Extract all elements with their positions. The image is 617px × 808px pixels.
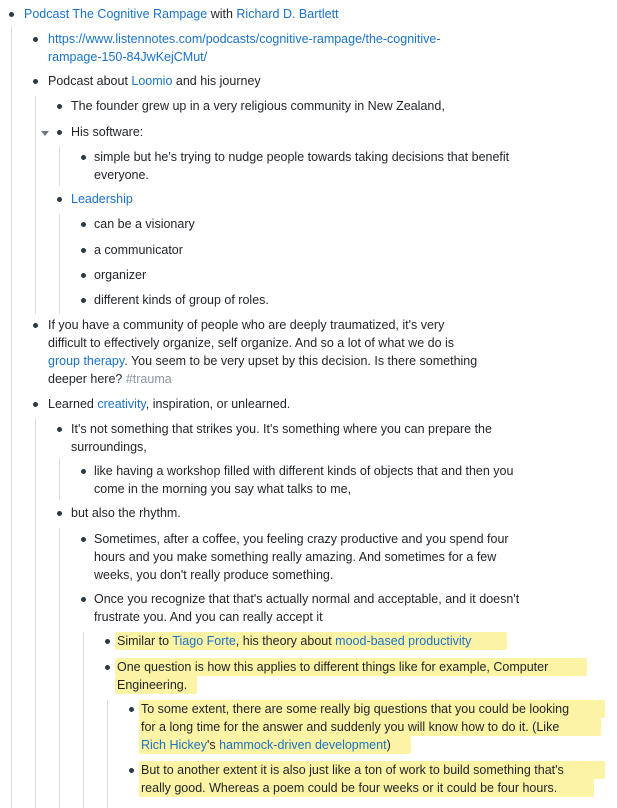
block-founder[interactable]: The founder grew up in a very religious community in New Zealand, <box>71 99 445 113</box>
bullet[interactable] <box>81 248 86 253</box>
guide-line-level-2-learned <box>35 418 36 808</box>
guide-line-level-3-leadership <box>59 214 60 314</box>
block-community-line3[interactable]: group therapy. You seem to be very upset by this decision. Is there something <box>48 354 478 368</box>
guide-line-level-3-software <box>59 146 60 186</box>
block-extent2-line2[interactable]: really good. Whereas a poem could be four weeks or it could be four hours. <box>141 781 558 795</box>
bullet[interactable] <box>57 197 62 202</box>
guide-line-level-5-question <box>107 700 108 808</box>
block-workshop-line1[interactable]: like having a workshop filled with different kinds of objects that and then you <box>94 464 514 478</box>
external-url-line2[interactable]: rampage-150-84JwKejCMut/ <box>48 50 208 64</box>
bullet[interactable] <box>57 130 62 135</box>
block-extent2-line1[interactable]: But to another extent it is also just like a ton of work to build something that's <box>141 763 564 777</box>
bullet[interactable] <box>33 323 38 328</box>
guide-line-level-4-recognize <box>83 632 84 808</box>
block-recognize-line2[interactable]: frustrate you. And you can really accept it <box>94 610 323 624</box>
leadership-item[interactable]: organizer <box>94 268 147 282</box>
block-recognize-line1[interactable]: Once you recognize that that's actually normal and acceptable, and it doesn't <box>94 592 520 606</box>
block-sometimes-line3[interactable]: weeks, you don't really produce something. <box>94 568 334 582</box>
block-question-line1[interactable]: One question is how this applies to different things like for example, Computer <box>117 660 549 674</box>
block-simple-line1[interactable]: simple but he's trying to nudge people towards taking decisions that benefit <box>94 150 510 164</box>
bullet[interactable] <box>105 639 110 644</box>
guide-line-level-2-about <box>35 96 36 314</box>
leadership-item[interactable]: can be a visionary <box>94 217 195 231</box>
bullet[interactable] <box>33 79 38 84</box>
page-link-tiago-forte[interactable]: Tiago Forte <box>172 634 236 648</box>
page-link-mood-based-productivity[interactable]: mood-based productivity <box>335 634 472 648</box>
block-learned[interactable]: Learned creativity, inspiration, or unlearned. <box>48 397 291 411</box>
bullet[interactable] <box>33 402 38 407</box>
leadership-item[interactable]: different kinds of group of roles. <box>94 293 269 307</box>
guide-line-level-1 <box>11 26 12 808</box>
block-about[interactable]: Podcast about Loomio and his journey <box>48 74 261 88</box>
block-strikes-line2[interactable]: surroundings, <box>71 440 147 454</box>
block-workshop-line2[interactable]: come in the morning you say what talks to me, <box>94 482 352 496</box>
collapse-arrow-icon[interactable] <box>41 131 49 136</box>
external-url-line1[interactable]: https://www.listennotes.com/podcasts/cognitive-rampage/the-cognitive- <box>48 32 441 46</box>
bullet[interactable] <box>57 511 62 516</box>
block-extent1-line1[interactable]: To some extent, there are some really big questions that you could be looking <box>141 702 570 716</box>
bullet[interactable] <box>81 155 86 160</box>
bullet[interactable] <box>81 469 86 474</box>
block-question-line2[interactable]: Engineering. <box>117 678 188 692</box>
block-community-line1[interactable]: If you have a community of people who are deeply traumatized, it's very <box>48 318 445 332</box>
block-simple-line2[interactable]: everyone. <box>94 168 149 182</box>
block-software[interactable]: His software: <box>71 125 144 139</box>
leadership-item[interactable]: a communicator <box>94 243 183 257</box>
block-similar[interactable]: Similar to Tiago Forte, his theory about mood-based productivity <box>117 634 472 648</box>
bullet[interactable] <box>81 298 86 303</box>
block-community-line4[interactable]: deeper here? #trauma <box>48 372 172 386</box>
block-extent1-line2[interactable]: for a long time for the answer and suddenly you will know how to do it. (Like <box>141 720 560 734</box>
block-strikes-line1[interactable]: It's not something that strikes you. It's something where you can prepare the <box>71 422 492 436</box>
block-rhythm[interactable]: but also the rhythm. <box>71 506 181 520</box>
bullet[interactable] <box>81 222 86 227</box>
page-link-loomio[interactable]: Loomio <box>131 74 173 88</box>
block-extent1-line3[interactable]: Rich Hickey's hammock-driven development) <box>141 738 391 752</box>
bullet[interactable] <box>57 104 62 109</box>
bullet[interactable] <box>105 665 110 670</box>
block-header[interactable]: Podcast The Cognitive Rampage with Richard D. Bartlett <box>24 7 339 21</box>
bullet[interactable] <box>129 707 134 712</box>
bullet[interactable] <box>33 37 38 42</box>
page-link-creativity[interactable]: creativity <box>97 397 146 411</box>
guide-line-level-3-rhythm <box>59 528 60 808</box>
guide-line-level-3-strikes <box>59 458 60 500</box>
page-link-podcast[interactable]: Podcast The Cognitive Rampage <box>24 7 208 21</box>
page-link-leadership[interactable]: Leadership <box>71 192 133 206</box>
block-community-line2[interactable]: difficult to effectively organize, self organize. And so a lot of what we do is <box>48 336 455 350</box>
block-sometimes-line1[interactable]: Sometimes, after a coffee, you feeling crazy productive and you spend four <box>94 532 509 546</box>
bullet[interactable] <box>81 273 86 278</box>
bullet[interactable] <box>57 427 62 432</box>
page-link-group-therapy[interactable]: group therapy <box>48 354 125 368</box>
page-link-hammock-driven-development[interactable]: hammock-driven development <box>219 738 387 752</box>
tag-trauma[interactable]: #trauma <box>125 372 172 386</box>
bullet[interactable] <box>81 597 86 602</box>
bullet[interactable] <box>81 537 86 542</box>
page-link-richard-bartlett[interactable]: Richard D. Bartlett <box>236 7 339 21</box>
bullet[interactable] <box>129 768 134 773</box>
block-sometimes-line2[interactable]: hours and you make something really amazing. And sometimes for a few <box>94 550 497 564</box>
bullet[interactable] <box>9 12 14 17</box>
page-link-rich-hickey[interactable]: Rich Hickey <box>141 738 207 752</box>
